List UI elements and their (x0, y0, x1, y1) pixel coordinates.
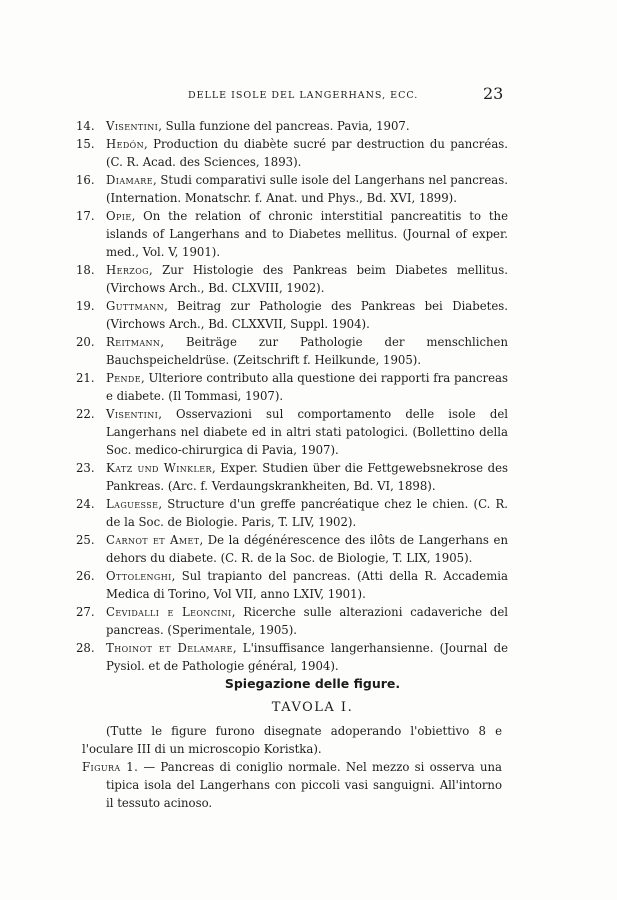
reference-author: Guttmann (106, 299, 165, 313)
reference-entry (76, 459, 509, 495)
reference-text: , Zur Histologie des Pankreas beim Diabetes mellitus. (Virchows Arch., Bd. CLXVIII, 1902). (106, 263, 508, 295)
reference-author: Laguesse (106, 497, 159, 511)
reference-author: Katz und Winkler (106, 461, 212, 475)
reference-author: Cevidalli e Leoncini (106, 605, 232, 619)
reference-text: , Structure d'un greffe pancréatique chez le chien. (C. R. de la Soc. de Biologie. Paris, T. LIV, 1902). (106, 497, 508, 529)
reference-text: , Osservazioni sul comportamento delle isole del Langerhans nel diabete ed in altri stati patologici. (Bollettino della Soc. medico-chirurgica di Pavia, 1907). (106, 407, 508, 457)
reference-number: 14. (76, 119, 95, 133)
reference-entry (76, 261, 508, 297)
reference-text: , Sul trapianto del pancreas. (Atti della R. Accademia Medica di Torino, Vol VII, anno LXIV, 1901). (106, 569, 508, 601)
reference-number: 17. (76, 209, 95, 223)
reference-number: 27. (76, 605, 95, 619)
figure-text: — Pancreas di coniglio normale. Nel mezzo si osserva una tipica isola del Langerhans con piccoli vasi sanguigni. All'intorno il tessuto acinoso. (106, 760, 503, 810)
figure-caption (82, 758, 502, 812)
reference-author: Carnot et Amet (106, 533, 200, 547)
reference-text: , L'insuffisance langerhansienne. (Journal de Pysiol. et de Pathologie général, 1904). (106, 641, 508, 673)
figure-label: Figura 1. (82, 760, 139, 774)
reference-entry (76, 333, 508, 369)
reference-entry (76, 369, 508, 405)
reference-entry (76, 639, 508, 675)
reference-entry (76, 405, 508, 459)
plate-intro: (Tutte le figure furono disegnate adoperando l'obiettivo 8 e l'oculare III di un microscopio Koristka). (82, 724, 502, 756)
reference-number: 24. (76, 497, 95, 511)
page-number: 23 (483, 84, 504, 103)
plate-heading: TAVOLA I. (271, 700, 354, 715)
reference-text: , Exper. Studien über die Fettgewebsnekrose des Pankreas. (Arc. f. Verdaungskrankheiten, Bd. VI, 1898). (106, 461, 509, 493)
reference-number: 21. (76, 371, 95, 385)
reference-text: , Beiträge zur Pathologie der menschlichen Bauchspeicheldrüse. (Zeitschrift f. Heilkunde, 1905). (106, 335, 508, 367)
reference-text: , Studi comparativi sulle isole del Langerhans nel pancreas. (Internation. Monatschr. f. Anat. und Phys., Bd. XVI, 1899). (106, 173, 508, 205)
reference-author: Visentini (106, 407, 159, 421)
reference-text: , Beitrag zur Pathologie des Pankreas bei Diabetes. (Virchows Arch., Bd. CLXXVII, Suppl. 1904). (106, 299, 508, 331)
reference-entry (76, 207, 508, 261)
reference-number: 15. (76, 137, 95, 151)
reference-number: 22. (76, 407, 95, 421)
reference-author: Pende (106, 371, 141, 385)
reference-number: 26. (76, 569, 95, 583)
reference-entry (76, 495, 508, 531)
reference-text: , Sulla funzione del pancreas. Pavia, 1907. (158, 119, 410, 133)
reference-author: Hedón (106, 137, 145, 151)
reference-list (0, 117, 617, 675)
reference-entry (76, 135, 508, 171)
reference-author: Herzog (106, 263, 149, 277)
reference-text: , On the relation of chronic interstitial pancreatitis to the islands of Langerhans and to Diabetes mellitus. (Journal of exper. med., Vol. V, 1901). (106, 209, 508, 259)
reference-text: , Production du diabète sucré par destruction du pancréas. (C. R. Acad. des Sciences, 1893). (106, 137, 508, 169)
reference-text: , Ricerche sulle alterazioni cadaveriche del pancreas. (Sperimentale, 1905). (106, 605, 508, 637)
reference-author: Thoinot et Delamare (106, 641, 233, 655)
reference-entry (76, 603, 508, 639)
reference-number: 23. (76, 461, 95, 475)
reference-text: , De la dégénérescence des ilôts de Langerhans en dehors du diabete. (C. R. de la Soc. de Biologie, T. LIX, 1905). (106, 533, 508, 565)
reference-author: Opie (106, 209, 132, 223)
reference-number: 19. (76, 299, 95, 313)
reference-number: 16. (76, 173, 95, 187)
reference-entry (76, 297, 508, 333)
reference-number: 18. (76, 263, 95, 277)
section-title: Spiegazione delle figure. (224, 676, 401, 691)
reference-author: Ottolenghi (106, 569, 172, 583)
reference-number: 28. (76, 641, 95, 655)
reference-author: Visentini (106, 119, 159, 133)
reference-entry (76, 117, 508, 135)
reference-text: , Ulteriore contributo alla questione dei rapporti fra pancreas e diabete. (Il Tommasi, 1907). (106, 371, 508, 403)
running-header: DELLE ISOLE DEL LANGERHANS, ECC. (188, 90, 419, 101)
reference-entry (76, 171, 508, 207)
reference-entry (76, 531, 508, 567)
reference-author: Reitmann (106, 335, 161, 349)
reference-number: 25. (76, 533, 95, 547)
reference-entry (76, 567, 508, 603)
reference-author: Diamare (106, 173, 153, 187)
reference-number: 20. (76, 335, 95, 349)
